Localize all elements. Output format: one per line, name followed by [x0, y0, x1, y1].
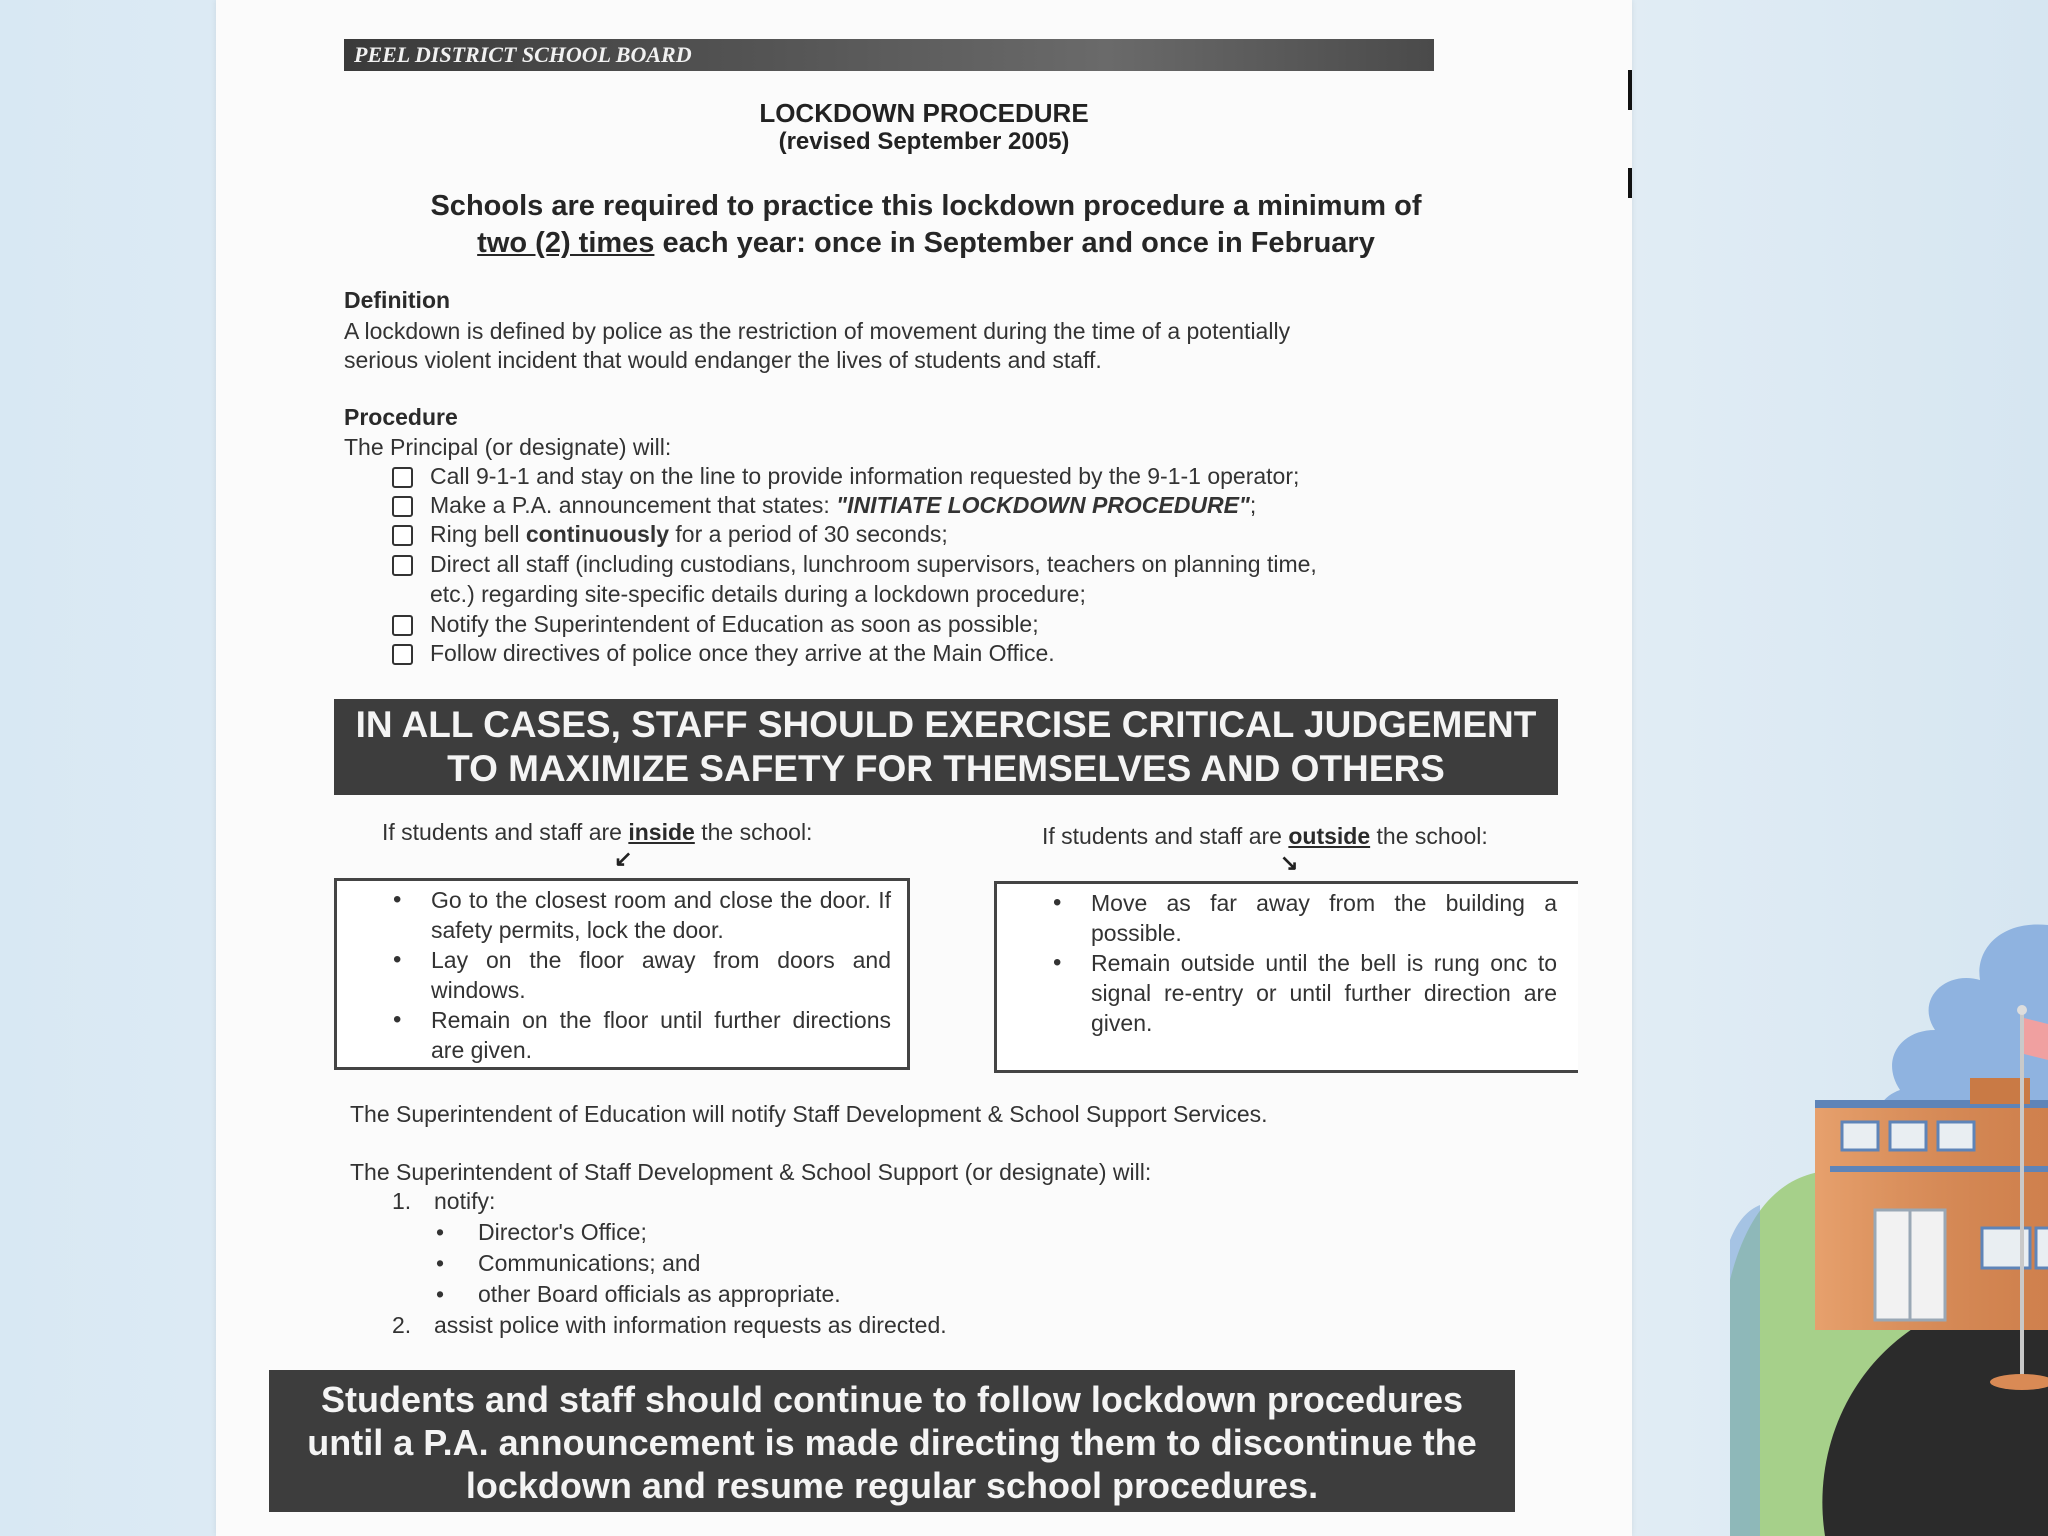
banner-line-3: lockdown and resume regular school procedures.	[465, 1465, 1319, 1506]
revision-note: (revised September 2005)	[778, 128, 1070, 155]
sub-item: other Board officials as appropriate.	[478, 1281, 841, 1307]
announcement-phrase: "INITIATE LOCKDOWN PROCEDURE"	[836, 492, 1250, 518]
checkbox-icon	[392, 644, 413, 665]
arrow-down-left-icon: ↙	[614, 846, 633, 871]
bullet-icon: •	[436, 1281, 445, 1307]
arrow-down-right-icon: ↘	[1280, 850, 1299, 875]
outside-instructions-list	[1091, 888, 1557, 1038]
requirement-frequency: two (2) times	[477, 227, 655, 259]
checkbox-icon	[392, 496, 413, 517]
procedure-item-5: Notify the Superintendent of Education as soon as possible;	[430, 611, 1039, 637]
inside-instructions-box	[334, 878, 910, 1070]
procedure-item-3-text: Ring bell	[430, 521, 526, 547]
procedure-heading: Procedure	[344, 404, 458, 430]
outside-label-post: the school:	[1370, 823, 1488, 849]
banner-line-1: Students and staff should continue to follow lockdown procedures	[320, 1379, 1464, 1420]
list-item: • Lay on the floor away from doors and windows.	[431, 945, 891, 1005]
sub-item: Communications; and	[478, 1250, 701, 1276]
list-item: • Remain outside until the bell is rung onc to signal re-entry or until further direction are given.	[1091, 948, 1557, 1038]
bullet-icon: •	[436, 1219, 445, 1245]
procedure-item-6: Follow directives of police once they arrive at the Main Office.	[430, 640, 1055, 666]
procedure-item-4-line-1: Direct all staff (including custodians, lunchroom supervisors, teachers on planning time,	[430, 551, 1317, 577]
staff-dev-item-1: notify:	[434, 1188, 496, 1214]
requirement-rest: each year: once in September and once in February	[654, 227, 1375, 259]
continuously-emphasis: continuously	[525, 521, 670, 547]
checkbox-icon	[392, 615, 413, 636]
critical-judgement-banner	[334, 699, 1558, 795]
scan-edge-mark	[1628, 70, 1632, 110]
staff-dev-intro: The Superintendent of Staff Development & School Support (or designate) will:	[350, 1159, 1152, 1185]
checkbox-icon	[392, 467, 413, 488]
requirement-line-2	[366, 225, 1486, 262]
procedure-item-2-end: ;	[1249, 492, 1257, 518]
list-item: • Go to the closest room and close the door. If safety permits, lock the door.	[431, 885, 891, 945]
list-item: • Move as far away from the building a possible.	[1091, 888, 1557, 948]
outside-label	[1042, 822, 1488, 851]
banner-line-1: IN ALL CASES, STAFF SHOULD EXERCISE CRITICAL JUDGEMENT	[355, 704, 1537, 745]
procedure-item-3	[430, 520, 948, 549]
continue-lockdown-banner	[269, 1370, 1515, 1512]
procedure-intro: The Principal (or designate) will:	[344, 434, 672, 460]
requirement-line-1: Schools are required to practice this lockdown procedure a minimum of	[430, 190, 1422, 222]
outside-word: outside	[1288, 823, 1371, 849]
item-number: 2.	[392, 1312, 412, 1338]
checkbox-icon	[392, 555, 413, 576]
inside-label-post: the school:	[694, 819, 813, 845]
document-page	[216, 0, 1632, 1536]
list-item: • Remain on the floor until further directions are given.	[431, 1005, 891, 1065]
inside-label	[382, 818, 812, 847]
scan-edge-mark	[1628, 168, 1632, 198]
document-title: LOCKDOWN PROCEDURE	[759, 98, 1089, 128]
definition-heading: Definition	[344, 287, 451, 313]
inside-instructions-list	[431, 885, 891, 1065]
outside-instructions-box	[994, 881, 1578, 1073]
staff-dev-item-2: assist police with information requests as directed.	[434, 1312, 947, 1338]
procedure-item-4-line-2: etc.) regarding site-specific details during a lockdown procedure;	[430, 581, 1086, 607]
procedure-item-2	[430, 491, 1256, 520]
definition-line-1: A lockdown is defined by police as the restriction of movement during the time of a potentially	[344, 318, 1291, 344]
school-building-icon	[1730, 920, 2048, 1536]
bullet-icon: •	[436, 1250, 445, 1276]
board-header: PEEL DISTRICT SCHOOL BOARD	[344, 39, 1434, 71]
definition-line-2: serious violent incident that would endanger the lives of students and staff.	[344, 347, 1102, 373]
procedure-item-2-text: Make a P.A. announcement that states:	[430, 492, 837, 518]
notify-line: The Superintendent of Education will notify Staff Development & School Support Services.	[350, 1101, 1268, 1127]
inside-word: inside	[628, 819, 695, 845]
item-number: 1.	[392, 1188, 412, 1214]
inside-label-pre: If students and staff are	[382, 819, 629, 845]
banner-line-2: TO MAXIMIZE SAFETY FOR THEMSELVES AND OTHERS	[447, 748, 1445, 789]
procedure-item-3-end: for a period of 30 seconds;	[669, 521, 948, 547]
banner-line-2: until a P.A. announcement is made directing them to discontinue the	[307, 1422, 1477, 1463]
checkbox-icon	[392, 525, 413, 546]
sub-item: Director's Office;	[478, 1219, 647, 1245]
procedure-item-1: Call 9-1-1 and stay on the line to provide information requested by the 9-1-1 operator;	[430, 463, 1300, 489]
outside-label-pre: If students and staff are	[1042, 823, 1289, 849]
